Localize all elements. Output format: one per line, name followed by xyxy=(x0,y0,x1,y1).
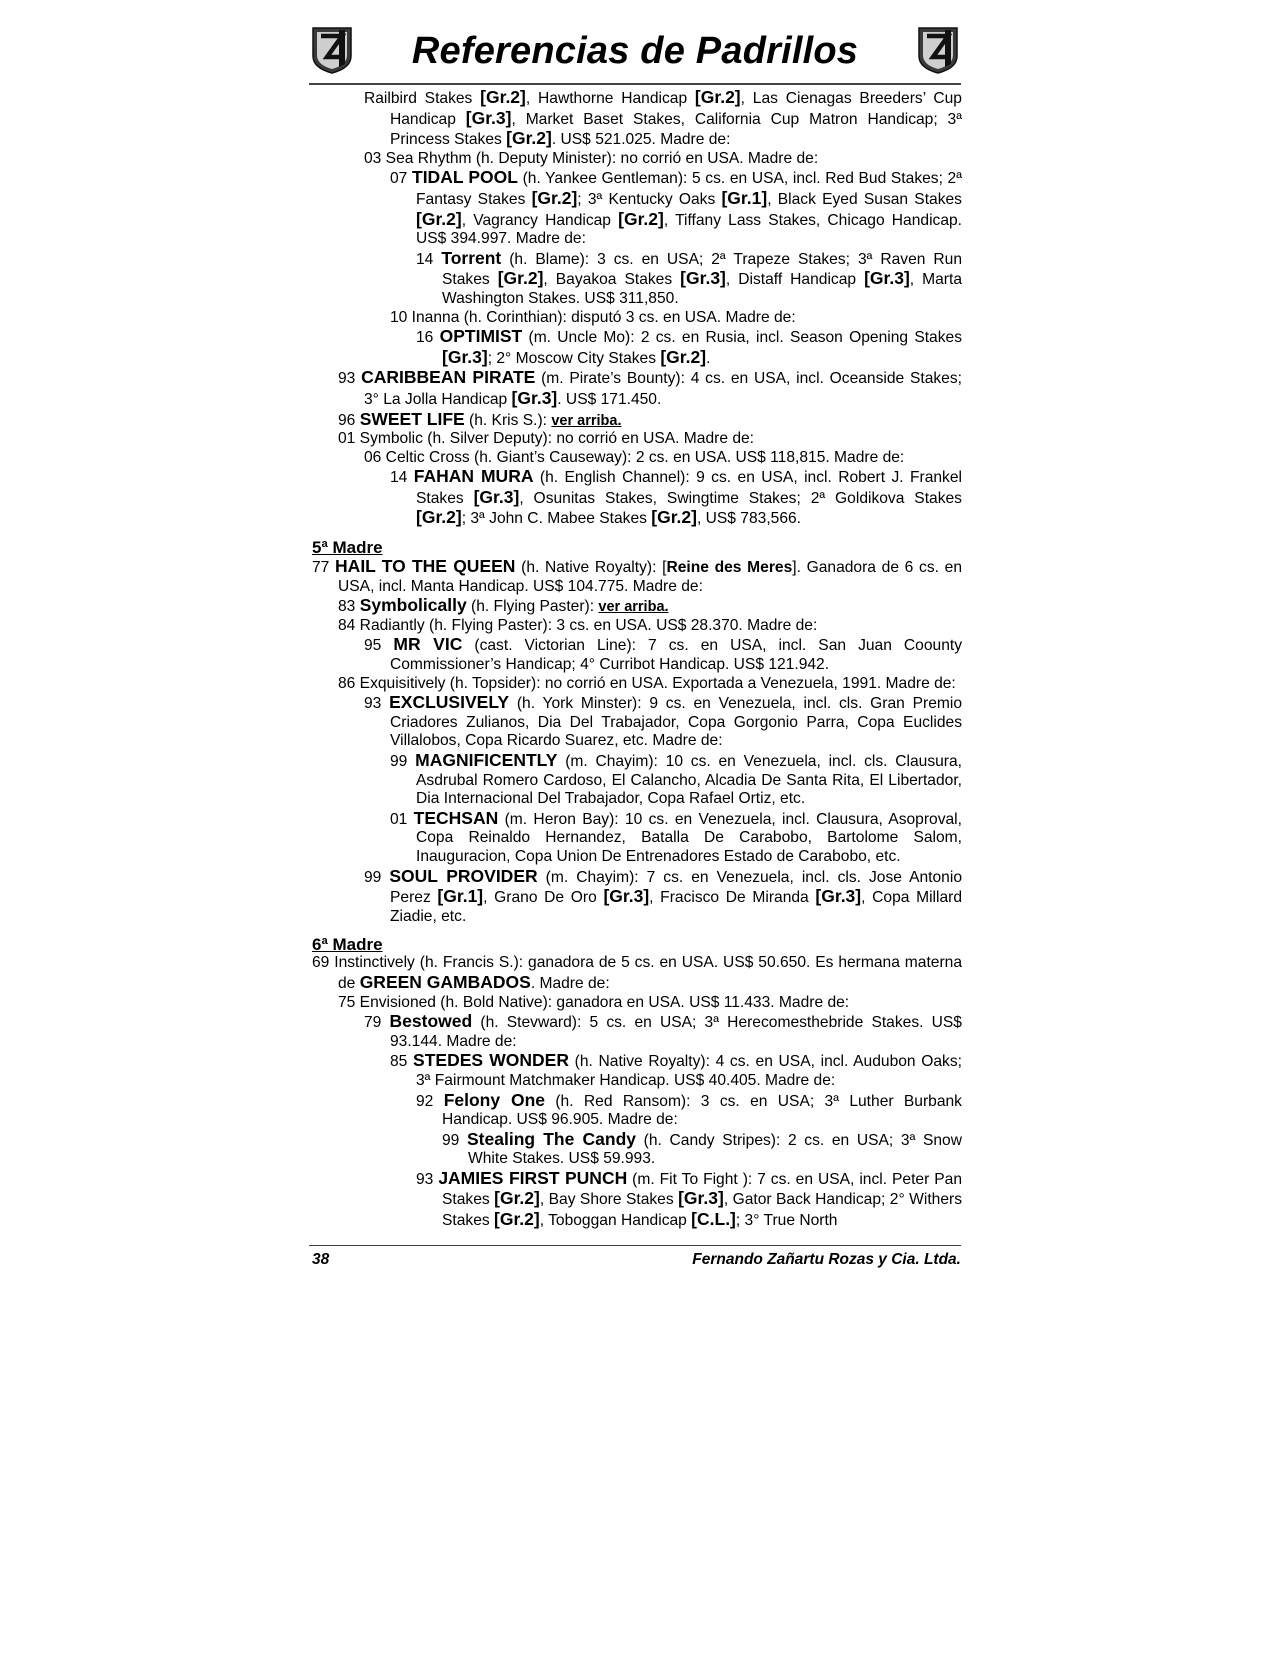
grade-tag: [C.L.] xyxy=(691,1209,736,1230)
entry-text: . US$ 521.025. Madre de: xyxy=(551,131,731,149)
page-number: 38 xyxy=(312,1251,330,1268)
horse-name: Stealing The Candy xyxy=(467,1128,637,1149)
pedigree-entry xyxy=(312,168,962,248)
grade-tag: [Gr.1] xyxy=(437,886,484,907)
cross-reference: ver arriba. xyxy=(598,599,669,616)
grade-tag: [Gr.1] xyxy=(721,187,768,208)
grade-tag: [Gr.3] xyxy=(680,268,726,289)
entry-text: (h. Kris S.): xyxy=(464,411,552,429)
grade-tag: [Gr.2] xyxy=(651,507,697,528)
entry-text: 99 xyxy=(390,753,416,770)
grade-tag: [Gr.2] xyxy=(531,187,578,208)
entry-text: , Bayakoa Stakes xyxy=(543,271,681,289)
entry-text: (h. Candy Stripes): 2 cs. en USA; 3ª Snow White Stakes. US$ 59.993. xyxy=(468,1131,962,1168)
entry-text: 85 xyxy=(390,1053,414,1071)
entry-text: (h. Native Royalty): 4 cs. en USA, incl. Audubon Oaks; 3ª Fairmount Matchmaker Handicap. US$ 40.405. Madre de: xyxy=(416,1053,962,1089)
grade-tag: [Gr.2] xyxy=(494,1188,540,1209)
entry-text: (m. Chayim): 10 cs. en Venezuela, incl. cls. Clausura, Asdrubal Romero Cardoso, El Calancho, Alcadia De Santa Rita, El Libertador, Dia Internacional Del Trabajador, Copa Rafael Ortiz, etc. xyxy=(416,753,962,808)
entry-text: ; 3ª John C. Mabee Stakes xyxy=(461,510,652,528)
footer-rule xyxy=(309,1245,961,1246)
entry-text: 14 xyxy=(390,469,414,487)
horse-name: STEDES WONDER xyxy=(413,1050,569,1071)
entry-text: 03 Sea Rhythm (h. Deputy Minister): no corrió en USA. Madre de: xyxy=(364,149,819,167)
entry-text: Railbird Stakes xyxy=(364,90,481,107)
entry-text: . Madre de: xyxy=(530,974,610,992)
pedigree-entry xyxy=(312,954,962,993)
pedigree-entry xyxy=(312,410,962,431)
entry-text: 92 xyxy=(416,1092,444,1110)
horse-name: HAIL TO THE QUEEN xyxy=(335,556,516,577)
horse-name: Symbolically xyxy=(359,595,467,616)
horse-name: MR VIC xyxy=(393,634,463,655)
entry-text: 86 Exquisitively (h. Topsider): no corrió en USA. Exportada a Venezuela, 1991. Madre de: xyxy=(338,674,956,692)
pedigree-entry xyxy=(312,1051,962,1090)
entry-text: , Market Baset Stakes, California Cup Matron Handicap; 3ª Princess Stakes xyxy=(390,110,963,149)
entry-text: (m. Fit To Fight ): 7 cs. en USA, incl. Peter Pan Stakes xyxy=(442,1170,962,1209)
pedigree-entry xyxy=(312,635,962,674)
pedigree-entry xyxy=(312,88,962,150)
pedigree-entry xyxy=(312,309,962,328)
pedigree-entry xyxy=(312,1091,962,1130)
entry-text: 93 xyxy=(338,370,362,388)
pedigree-content xyxy=(312,88,962,1231)
horse-name: EXCLUSIVELY xyxy=(389,692,510,713)
entry-text: (m. Chayim): 7 cs. en Venezuela, incl. cls. Jose Antonio Perez xyxy=(390,868,962,907)
grade-tag: [Gr.2] xyxy=(660,346,707,367)
entry-text: , Bay Shore Stakes xyxy=(539,1191,679,1209)
entry-text: 95 xyxy=(364,637,394,655)
horse-name: JAMIES FIRST PUNCH xyxy=(438,1167,628,1188)
entry-text: ; 3ª Kentucky Oaks xyxy=(577,190,722,208)
horse-name: MAGNIFICENTLY xyxy=(415,750,558,770)
entry-text: 79 xyxy=(364,1014,390,1032)
entry-text: , Grano De Oro xyxy=(483,889,604,907)
grade-tag: [Gr.2] xyxy=(618,208,664,229)
entry-text: , Copa Millard Ziadie, etc. xyxy=(390,889,963,925)
publisher-name: Fernando Zañartu Rozas y Cia. Ltda. xyxy=(692,1251,961,1268)
grade-tag: [Gr.3] xyxy=(678,1188,724,1209)
page-title: Referencias de Padrillos xyxy=(411,30,859,72)
entry-text: 01 Symbolic (h. Silver Deputy): no corrió en USA. Madre de: xyxy=(338,430,755,448)
entry-text: (h. Yankee Gentleman): 5 cs. en USA, incl. Red Bud Stakes; 2ª Fantasy Stakes xyxy=(416,170,963,208)
horse-name: OPTIMIST xyxy=(439,326,523,347)
horse-name: SWEET LIFE xyxy=(359,408,465,429)
header-rule xyxy=(309,83,961,85)
entry-text: (h. Flying Paster): xyxy=(466,598,599,616)
entry-text: , Las Cienagas Breeders’ Cup Handicap xyxy=(390,90,962,128)
entry-text: 06 Celtic Cross (h. Giant’s Causeway): 2 cs. en USA. US$ 118,815. Madre de: xyxy=(364,448,905,466)
pedigree-entry xyxy=(312,693,962,751)
horse-name: SOUL PROVIDER xyxy=(389,865,538,886)
grade-tag: [Gr.3] xyxy=(511,387,558,408)
entry-text: 93 xyxy=(416,1170,439,1188)
horse-name: Bestowed xyxy=(389,1011,473,1032)
grade-tag: [Gr.2] xyxy=(497,268,544,289)
pedigree-entry xyxy=(312,675,962,694)
entry-text: ; 3° True North xyxy=(735,1212,838,1230)
pedigree-entry xyxy=(312,249,962,309)
entry-text: (h. Blame): 3 cs. en USA; 2ª Trapeze Stakes; 3ª Raven Run Stakes xyxy=(442,250,962,289)
pedigree-entry xyxy=(312,430,962,449)
grade-tag: [Gr.3] xyxy=(465,107,512,128)
horse-name: Felony One xyxy=(443,1089,546,1110)
grade-tag: [Gr.2] xyxy=(494,1209,540,1230)
entry-text: , Osunitas Stakes, Swingtime Stakes; 2ª Goldikova Stakes xyxy=(519,489,962,507)
entry-text: , Distaff Handicap xyxy=(725,271,865,289)
entry-text: 14 xyxy=(416,250,442,268)
entry-text: . xyxy=(706,349,711,367)
pedigree-entry xyxy=(312,449,962,468)
entry-text: (m. Uncle Mo): 2 cs. en Rusia, incl. Season Opening Stakes xyxy=(522,329,962,347)
entry-text: , Toboggan Handicap xyxy=(539,1212,692,1230)
entry-text: (h. Stevward): 5 cs. en USA; 3ª Herecomesthebride Stakes. US$ 93.144. Madre de: xyxy=(390,1014,962,1050)
pedigree-entry xyxy=(312,467,962,529)
entry-text: (h. York Minster): 9 cs. en Venezuela, incl. cls. Gran Premio Criadores Zulianos, Dia Del Trabajador, Copa Gorgonio Parra, Copa Euclides Villalobos, Copa Ricardo Suarez, etc. Madre de: xyxy=(390,695,962,750)
pedigree-entry xyxy=(312,867,962,927)
horse-name: FAHAN MURA xyxy=(413,466,534,487)
pedigree-entry xyxy=(312,809,962,867)
entry-text: , Hawthorne Handicap xyxy=(525,90,695,107)
pedigree-entry xyxy=(312,557,962,596)
entry-text: (h. English Channel): 9 cs. en USA, incl. Robert J. Frankel Stakes xyxy=(416,469,962,507)
entry-text: 93 xyxy=(364,695,390,713)
entry-text: , US$ 783,566. xyxy=(696,510,802,528)
entry-text: (h. Red Ransom): 3 cs. en USA; 3ª Luther Burbank Handicap. US$ 96.905. Madre de: xyxy=(442,1092,962,1129)
pedigree-entry xyxy=(312,617,962,636)
entry-text: . US$ 171.450. xyxy=(557,390,662,408)
entry-text: (cast. Victorian Line): 7 cs. en USA, incl. San Juan Coounty Commissioner’s Handicap; 4° Curribot Handicap. US$ 121.942. xyxy=(390,637,963,674)
entry-text: 75 Envisioned (h. Bold Native): ganadora en USA. US$ 11.433. Madre de: xyxy=(338,993,850,1011)
pedigree-entry xyxy=(312,327,962,368)
pedigree-entry xyxy=(312,596,962,617)
entry-text: ; 2° Moscow City Stakes xyxy=(487,349,661,367)
horse-name: Torrent xyxy=(441,247,502,268)
grade-tag: [Gr.3] xyxy=(864,268,910,289)
entry-text: 77 xyxy=(312,559,336,577)
grade-tag: [Gr.2] xyxy=(416,208,462,229)
grade-tag: [Gr.3] xyxy=(442,346,488,367)
pedigree-entry xyxy=(312,1169,962,1231)
entry-text: 84 Radiantly (h. Flying Paster): 3 cs. en USA. US$ 28.370. Madre de: xyxy=(338,616,818,634)
grade-tag: [Gr.3] xyxy=(603,886,650,907)
entry-text: , Gator Back Handicap; 2° Withers Stakes xyxy=(442,1191,962,1230)
cross-reference: ver arriba. xyxy=(551,412,622,429)
entry-text: , Marta Washington Stakes. US$ 311,850. xyxy=(442,271,963,307)
pedigree-entry xyxy=(312,1012,962,1051)
grade-tag: [Gr.2] xyxy=(480,87,526,107)
entry-text: 99 xyxy=(442,1131,467,1149)
section-heading: 5ª Madre xyxy=(312,538,383,558)
entry-text: 83 xyxy=(338,598,360,616)
page-header xyxy=(309,22,961,84)
entry-text: 01 xyxy=(390,810,414,828)
entry-text: , Fracisco De Miranda xyxy=(649,889,816,907)
z-shield-logo-icon xyxy=(915,24,961,74)
entry-text: 69 Instinctively (h. Francis S.): ganadora de 5 cs. en USA. US$ 50.650. Es hermana materna de xyxy=(312,954,962,992)
entry-text: 96 xyxy=(338,411,360,429)
grade-tag: [Gr.3] xyxy=(815,886,862,907)
entry-text: 10 Inanna (h. Corinthian): disputó 3 cs. en USA. Madre de: xyxy=(390,308,796,326)
horse-name: TIDAL POOL xyxy=(412,167,518,188)
horse-name: CARIBBEAN PIRATE xyxy=(361,367,536,388)
entry-text: , Vagrancy Handicap xyxy=(461,211,619,229)
grade-tag: [Gr.3] xyxy=(473,486,520,507)
horse-name: TECHSAN xyxy=(413,807,499,828)
entry-text: (h. Native Royalty): [ xyxy=(515,559,667,577)
honor-label: Reine des Meres xyxy=(666,559,793,577)
entry-text: (m. Heron Bay): 10 cs. en Venezuela, incl. Clausura, Asoproval, Copa Reinaldo Hernandez, Batalla De Carabobo, Bartolome Salom, Inauguracion, Copa Union De Entrenadores Estado de Carabobo, etc. xyxy=(416,810,962,865)
pedigree-entry xyxy=(312,994,962,1013)
entry-text: 07 xyxy=(390,170,412,188)
pedigree-entry xyxy=(312,150,962,169)
grade-tag: [Gr.2] xyxy=(694,87,741,107)
grade-tag: [Gr.2] xyxy=(416,507,462,528)
entry-text: 16 xyxy=(416,329,440,347)
pedigree-entry xyxy=(312,751,962,809)
horse-name: GREEN GAMBADOS xyxy=(359,971,531,992)
grade-tag: [Gr.2] xyxy=(506,128,552,149)
entry-text: , Tiffany Lass Stakes, Chicago Handicap. US$ 394.997. Madre de: xyxy=(416,211,963,248)
entry-text: , Black Eyed Susan Stakes xyxy=(767,190,962,208)
pedigree-entry xyxy=(312,368,962,409)
page-footer xyxy=(312,1251,961,1271)
entry-text: (m. Pirate’s Bounty): 4 cs. en USA, incl. Oceanside Stakes; 3° La Jolla Handicap xyxy=(364,370,962,408)
entry-text: ]. Ganadora de 6 cs. en USA, incl. Manta Handicap. US$ 104.775. Madre de: xyxy=(338,559,962,595)
section-heading: 6ª Madre xyxy=(312,935,383,955)
pedigree-entry xyxy=(312,1130,962,1169)
entry-text: 99 xyxy=(364,868,390,886)
